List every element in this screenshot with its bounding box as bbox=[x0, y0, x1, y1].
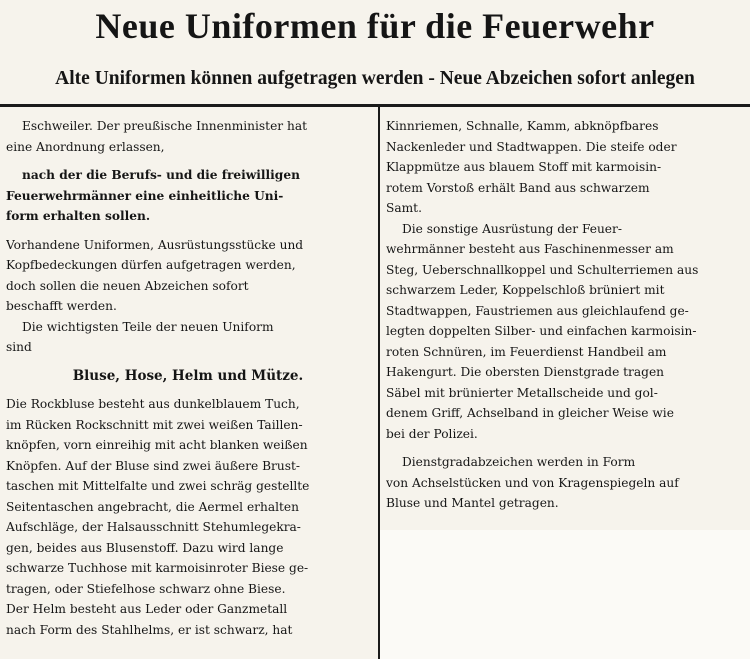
paragraph-gap bbox=[6, 157, 370, 165]
article-text-line: Stadtwappen, Faustriemen aus gleichlaufend ge- bbox=[386, 303, 689, 318]
article-text-line: wehrmänner besteht aus Faschinenmesser am bbox=[386, 242, 674, 256]
article-text-line: Kinnriemen, Schnalle, Kamm, abknöpfbares bbox=[386, 119, 659, 133]
article-text-line: roten Schnüren, im Feuerdienst Handbeil am bbox=[386, 344, 667, 359]
article-text-line: von Achselstücken und von Kragenspiegeln auf bbox=[386, 475, 679, 490]
article-text-line: eine Anordnung erlassen, bbox=[6, 139, 165, 154]
paragraph-gap bbox=[6, 358, 370, 366]
article-text-line: rotem Vorstoß erhält Band aus schwarzem bbox=[386, 180, 650, 195]
article-text-line: Seitentaschen angebracht, die Aermel erhalten bbox=[6, 499, 299, 514]
article-text-line: sind bbox=[6, 340, 32, 354]
article-text-line: Klappmütze aus blauem Stoff mit karmoisin- bbox=[386, 160, 662, 174]
article-text-line: nach der die Berufs- und die freiwilligen bbox=[22, 168, 300, 182]
paragraph-gap bbox=[386, 444, 744, 452]
right-column bbox=[386, 116, 744, 514]
article-text-line: Die Rockbluse besteht aus dunkelblauem Tuch, bbox=[6, 397, 300, 411]
article-text-line: form erhalten sollen. bbox=[6, 209, 151, 223]
article-text-line: schwarze Tuchhose mit karmoisinroter Biese ge- bbox=[6, 561, 309, 575]
article-text-line: Feuerwehrmänner eine einheitliche Uni- bbox=[6, 188, 284, 203]
article-text-line: schwarzem Leder, Koppelschloß brüniert mit bbox=[386, 283, 665, 297]
left-column bbox=[6, 116, 370, 640]
header-rule bbox=[0, 104, 750, 107]
article-text-line: nach Form des Stahlhelms, er ist schwarz, hat bbox=[6, 622, 293, 637]
paragraph-gap bbox=[6, 386, 370, 394]
article-text-line: Bluse, Hose, Helm und Mütze. bbox=[72, 367, 304, 384]
article-text-line: Bluse und Mantel getragen. bbox=[386, 496, 559, 510]
article-text-line: taschen mit Mittelfalte und zwei schräg gestellte bbox=[6, 479, 310, 493]
article-text-line: im Rücken Rockschnitt mit zwei weißen Taillen- bbox=[6, 417, 303, 432]
paragraph-gap bbox=[6, 227, 370, 235]
article-text-line: Nackenleder und Stadtwappen. Die steife oder bbox=[386, 139, 677, 154]
article-text-line: beschafft werden. bbox=[6, 299, 117, 313]
article-text-line: tragen, oder Stiefelhose schwarz ohne Biese. bbox=[6, 581, 286, 596]
article-text-line: Vorhandene Uniformen, Ausrüstungsstücke und bbox=[6, 237, 304, 252]
article-text-line: Säbel mit brünierter Metallscheide und gol- bbox=[386, 385, 658, 400]
article-text-line: Samt. bbox=[386, 201, 422, 215]
article-text-line: knöpfen, vorn einreihig mit acht blanken weißen bbox=[6, 438, 308, 452]
subheadline: Alte Uniformen können aufgetragen werden - Neue Abzeichen sofort anlegen bbox=[55, 68, 695, 89]
article-text-line: Der Helm besteht aus Leder oder Ganzmetall bbox=[6, 602, 288, 616]
article-text-line: Die wichtigsten Teile der neuen Uniform bbox=[22, 319, 274, 334]
article-text-line: doch sollen die neuen Abzeichen sofort bbox=[6, 278, 249, 293]
headline: Neue Uniformen für die Feuerwehr bbox=[95, 6, 655, 46]
article-text-line: bei der Polizei. bbox=[386, 426, 478, 441]
article-text-line: Aufschläge, der Halsausschnitt Stehumlegekra- bbox=[6, 520, 301, 534]
article-text-line: legten doppelten Silber- und einfachen karmoisin- bbox=[386, 324, 697, 338]
article-text-line: Steg, Ueberschnallkoppel und Schulterriemen aus bbox=[386, 262, 699, 277]
article-text-line: Knöpfen. Auf der Bluse sind zwei äußere Brust- bbox=[6, 458, 301, 473]
article-text-line: denem Griff, Achselband in gleicher Weise wie bbox=[386, 406, 674, 420]
article-text-line: Die sonstige Ausrüstung der Feuer- bbox=[402, 221, 622, 236]
article-text-line: Hakengurt. Die obersten Dienstgrade tragen bbox=[386, 365, 665, 379]
article-text-line: gen, beides aus Blusenstoff. Dazu wird lange bbox=[6, 540, 284, 555]
article-text-line: Dienstgradabzeichen werden in Form bbox=[402, 455, 636, 469]
article-text-line: Kopfbedeckungen dürfen aufgetragen werden, bbox=[6, 258, 296, 272]
blank-area bbox=[380, 530, 750, 659]
article-text-line: Eschweiler. Der preußische Innenminister hat bbox=[22, 119, 307, 133]
